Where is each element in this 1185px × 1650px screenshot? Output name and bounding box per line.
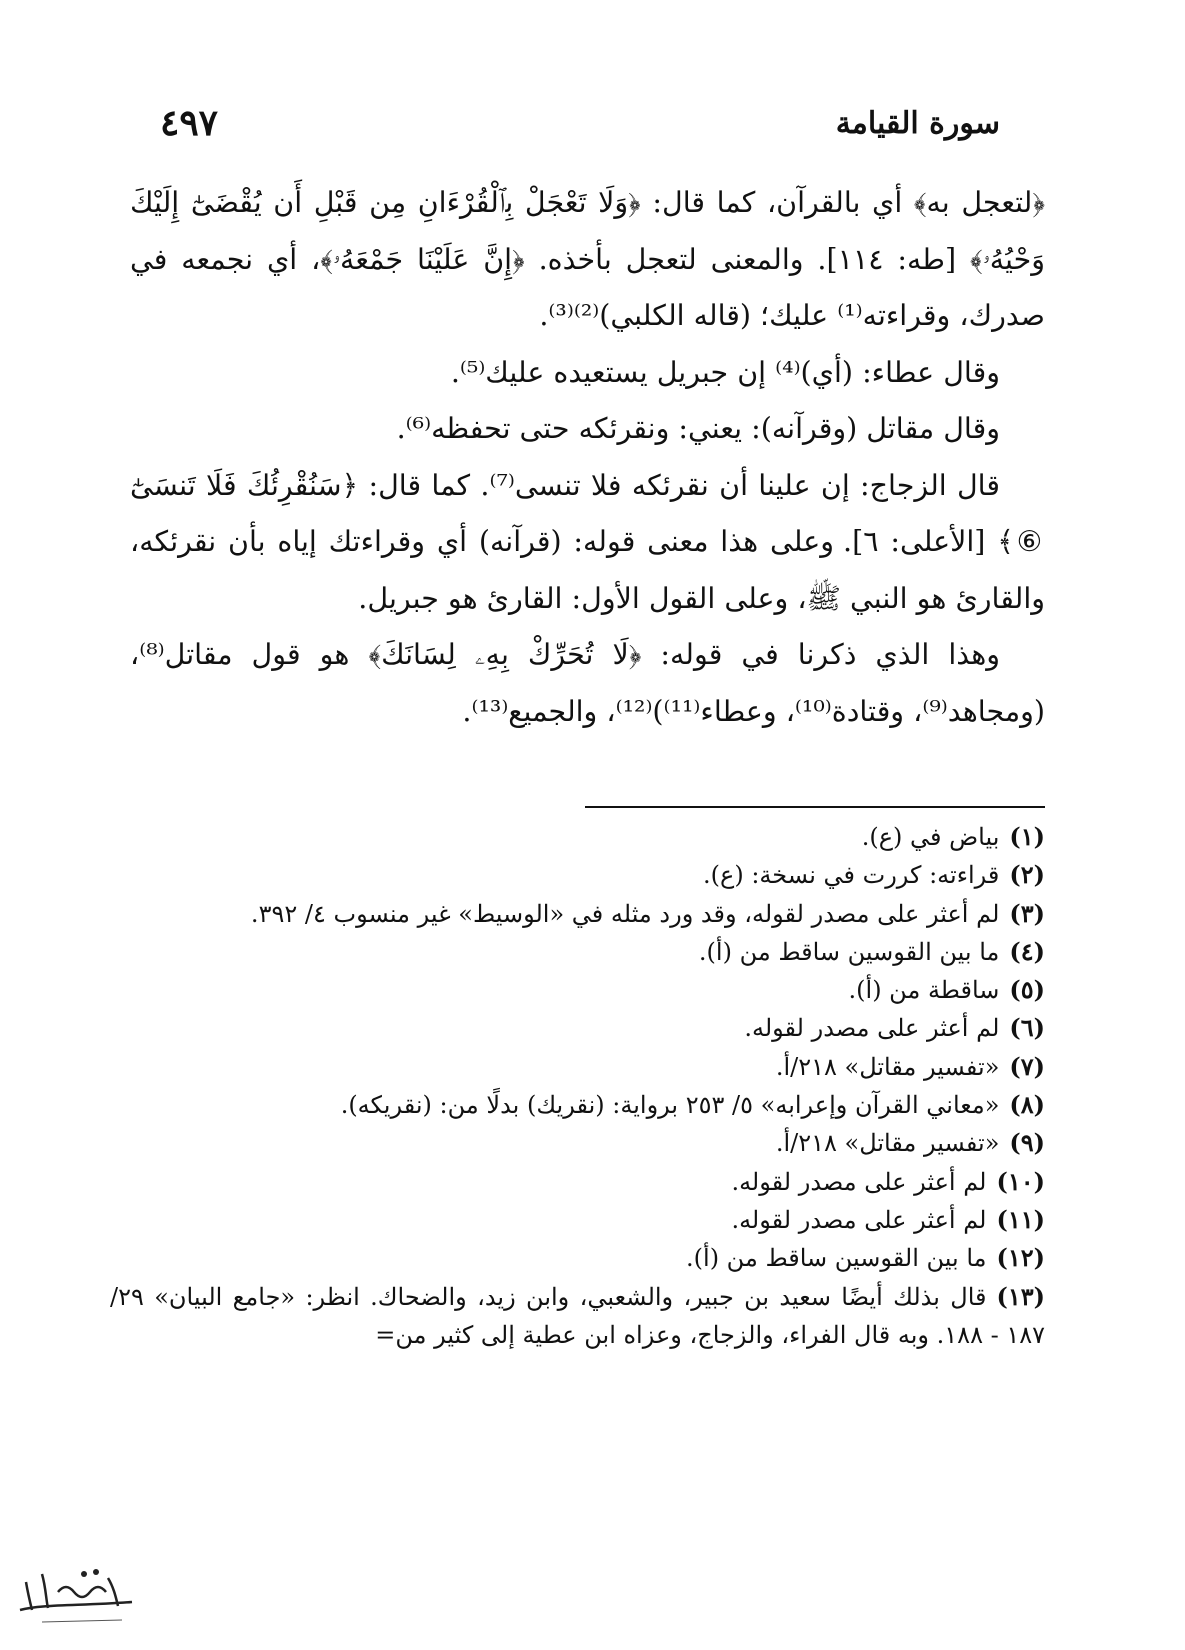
footnote-number: (٢): [1009, 860, 1045, 890]
paragraph: ﴿لتعجل به﴾ أي بالقرآن، كما قال: ﴿وَلَا تَعْجَلْ بِٱلْقُرْءَانِ مِن قَبْلِ أَن يُقْضَىٰٓ إِلَيْكَ وَحْيُهُۥ﴾ [طه: ١١٤]. والمعنى لتعجل بأخذه. ﴿إِنَّ عَلَيْنَا جَمْعَهُۥ﴾، أي نجمعه في صدرك، وقراءته⁽¹⁾ عليك؛ (قاله الكلبي)⁽²⁾⁽³⁾.: [130, 186, 1045, 332]
footnote-number: (١): [1009, 822, 1045, 851]
footnotes: [110, 818, 1045, 1354]
footnote-item: [110, 1009, 1045, 1047]
footnote-number: (٣): [1009, 898, 1045, 928]
footnote-text: ما بين القوسين ساقط من (أ).: [686, 1244, 987, 1273]
paragraph: وقال مقاتل (وقرآنه): يعني: ونقرئكه حتى تحفظه⁽⁶⁾.: [396, 412, 1000, 445]
footnote-item: [110, 1278, 1045, 1355]
footnote-number: (٥): [1009, 975, 1045, 1005]
footnote-item: [110, 1048, 1045, 1086]
footnote-number: (٧): [1009, 1051, 1045, 1081]
footnote-text: قال بذلك أيضًا سعيد بن جبير، والشعبي، وابن زيد، والضحاك. انظر: «جامع البيان» ٢٩/ ١٨٧ - ١٨٨. وبه قال الفراء، والزجاج، وعزاه ابن عطية إلى كثير من=: [110, 1282, 1045, 1349]
footnote-text: بياض في (ع).: [861, 823, 1000, 851]
footnote-number: (١٢): [996, 1243, 1045, 1273]
footnote-item: [110, 1201, 1045, 1239]
footnote-number: (٩): [1009, 1128, 1045, 1158]
footnote-item: [110, 1086, 1045, 1124]
running-title: سورة القيامة: [835, 106, 1000, 141]
footnote-item: [110, 895, 1045, 933]
footnote-item: [110, 856, 1045, 894]
footnote-text: لم أعثر على مصدر لقوله.: [744, 1014, 1000, 1043]
page-number: ٤٩٧: [160, 102, 219, 144]
footnote-text: ساقطة من (أ).: [848, 976, 1000, 1005]
footnote-item: [110, 971, 1045, 1009]
footnote-number: (٤): [1009, 936, 1045, 966]
footnote-number: (١١): [996, 1204, 1045, 1234]
paragraph: وقال عطاء: (أي)⁽⁴⁾ إن جبريل يستعيده عليك⁽⁵⁾.: [450, 355, 1000, 389]
footnote-text: لم أعثر على مصدر لقوله، وقد ورد مثله في «الوسيط» غير منسوب ٤/ ٣٩٢.: [250, 899, 1000, 928]
footnote-text: «تفسير مقاتل» ٢١٨/أ.: [775, 1129, 1000, 1158]
footnote-item: [110, 818, 1045, 856]
footnote-item: [110, 1163, 1045, 1201]
paragraph: قال الزجاج: إن علينا أن نقرئكه فلا تنسى⁽⁷⁾. كما قال: ﴿سَنُقْرِئُكَ فَلَا تَنسَىٰٓ ⑥﴾ [الأعلى: ٦]. وعلى هذا معنى قوله: (قرآنه) أي وقراءتك إياه بأن نقرئكه، والقارئ هو النبي ﷺ، وعلى القول الأول: القارئ هو جبريل.: [130, 468, 1045, 615]
footnote-number: (٦): [1009, 1013, 1045, 1043]
paragraph: وهذا الذي ذكرنا في قوله: ﴿لَا تُحَرِّكْ بِهِۦ لِسَانَكَ﴾ هو قول مقاتل⁽⁸⁾، (ومجاهد⁽⁹⁾، وقتادة⁽¹⁰⁾، وعطاء⁽¹¹⁾)⁽¹²⁾، والجميع⁽¹³⁾.: [130, 638, 1045, 728]
footnote-item: [110, 1239, 1045, 1277]
footnote-text: «معاني القرآن وإعرابه» ٥/ ٢٥٣ برواية: (نقريك) بدلًا من: (نقريكه).: [340, 1091, 1000, 1120]
page-header: [160, 88, 1000, 148]
footnote-item: [110, 933, 1045, 971]
footnote-text: ما بين القوسين ساقط من (أ).: [698, 937, 1000, 966]
footnote-separator: [585, 806, 1045, 808]
footnote-item: [110, 1124, 1045, 1162]
footnote-text: «تفسير مقاتل» ٢١٨/أ.: [775, 1052, 1000, 1081]
footnote-text: قراءته: كررت في نسخة: (ع).: [703, 861, 1000, 890]
main-text: [130, 175, 1045, 740]
footnote-text: لم أعثر على مصدر لقوله.: [731, 1167, 987, 1196]
publisher-stamp: [12, 1552, 142, 1630]
footnote-number: (٨): [1009, 1090, 1045, 1120]
footnote-number: (١٠): [996, 1166, 1045, 1196]
footnote-number: (١٣): [996, 1281, 1045, 1311]
footnote-text: لم أعثر على مصدر لقوله.: [731, 1205, 987, 1234]
